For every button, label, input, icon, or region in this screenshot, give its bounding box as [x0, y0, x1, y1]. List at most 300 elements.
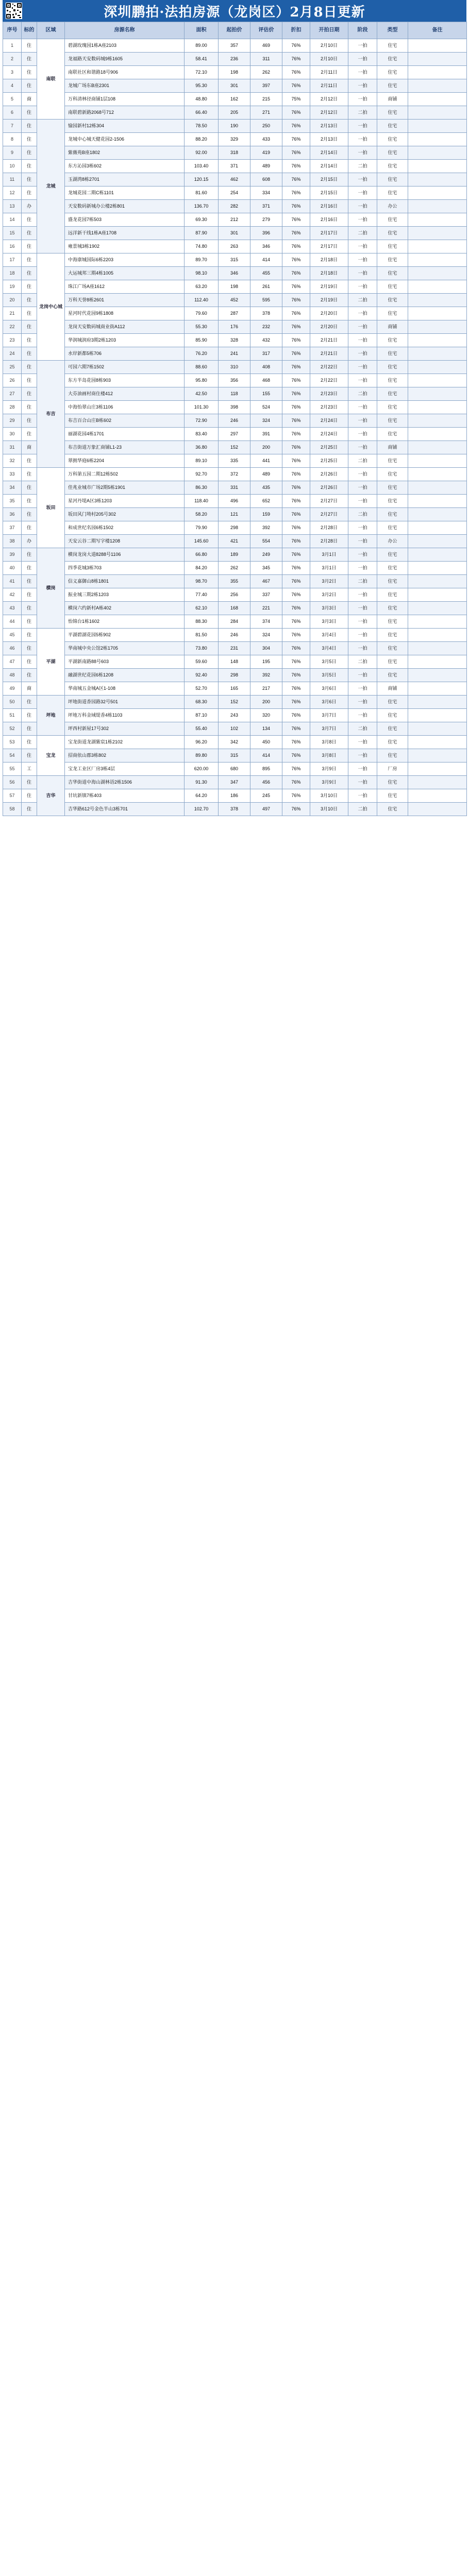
cell-name: 万科第五园二期12栋502 — [65, 468, 185, 481]
cell-area: 83.40 — [185, 428, 219, 441]
cell-stage: 一拍 — [348, 602, 377, 615]
cell-name: 平湖新南路88号603 — [65, 655, 185, 669]
cell-stage: 二拍 — [348, 655, 377, 669]
cell-type: 住宅 — [377, 213, 408, 227]
cell-tag: 办 — [22, 200, 37, 213]
cell-n: 14 — [3, 213, 22, 227]
cell-type: 厂房 — [377, 762, 408, 776]
cell-tag: 住 — [22, 120, 37, 133]
cell-date: 2月14日 — [310, 146, 348, 160]
cell-note — [408, 53, 467, 66]
cell-name: 华润城润府3期2栋1203 — [65, 334, 185, 347]
cell-stage: 一拍 — [348, 776, 377, 789]
cell-area: 68.30 — [185, 696, 219, 709]
cell-type: 住宅 — [377, 146, 408, 160]
column-header: 折扣 — [282, 22, 310, 39]
cell-tag: 住 — [22, 789, 37, 803]
cell-stage: 一拍 — [348, 642, 377, 655]
cell-type: 住宅 — [377, 187, 408, 200]
cell-disc: 76% — [282, 320, 310, 334]
cell-type: 住宅 — [377, 39, 408, 53]
cell-date: 2月25日 — [310, 441, 348, 454]
cell-date: 2月23日 — [310, 401, 348, 414]
qr-code-icon — [6, 3, 22, 19]
cell-note — [408, 454, 467, 468]
cell-n: 1 — [3, 39, 22, 53]
cell-disc: 76% — [282, 361, 310, 374]
cell-date: 2月13日 — [310, 120, 348, 133]
table-row[interactable] — [3, 401, 467, 414]
cell-eval: 595 — [250, 294, 282, 307]
cell-area: 72.90 — [185, 414, 219, 428]
cell-date: 3月5日 — [310, 655, 348, 669]
cell-note — [408, 414, 467, 428]
cell-stage: 一拍 — [348, 709, 377, 722]
cell-tag: 住 — [22, 736, 37, 749]
cell-date: 2月12日 — [310, 93, 348, 106]
cell-note — [408, 361, 467, 374]
cell-date: 2月28日 — [310, 521, 348, 535]
cell-type: 住宅 — [377, 655, 408, 669]
cell-stage: 一拍 — [348, 334, 377, 347]
cell-date: 3月9日 — [310, 762, 348, 776]
cell-stage: 一拍 — [348, 253, 377, 267]
cell-start: 356 — [219, 374, 250, 387]
table-row[interactable] — [3, 709, 467, 722]
cell-eval: 221 — [250, 602, 282, 615]
cell-eval: 497 — [250, 803, 282, 816]
cell-type: 住宅 — [377, 66, 408, 79]
table-row[interactable] — [3, 749, 467, 762]
table-row[interactable] — [3, 682, 467, 696]
cell-tag: 住 — [22, 749, 37, 762]
table-row[interactable] — [3, 575, 467, 588]
cell-tag: 住 — [22, 495, 37, 508]
cell-note — [408, 120, 467, 133]
cell-disc: 76% — [282, 602, 310, 615]
table-row[interactable] — [3, 629, 467, 642]
cell-tag: 住 — [22, 588, 37, 602]
cell-stage: 二拍 — [348, 508, 377, 521]
cell-stage: 二拍 — [348, 160, 377, 173]
cell-note — [408, 441, 467, 454]
cell-start: 452 — [219, 294, 250, 307]
cell-note — [408, 146, 467, 160]
table-row[interactable] — [3, 669, 467, 682]
cell-disc: 76% — [282, 294, 310, 307]
cell-disc: 76% — [282, 267, 310, 280]
cell-n: 43 — [3, 602, 22, 615]
cell-stage: 一拍 — [348, 481, 377, 495]
column-header: 评估价 — [250, 22, 282, 39]
cell-n: 55 — [3, 762, 22, 776]
table-row[interactable] — [3, 414, 467, 428]
cell-tag: 住 — [22, 401, 37, 414]
cell-name: 星河时代花园9栋1808 — [65, 307, 185, 320]
cell-tag: 住 — [22, 468, 37, 481]
cell-type: 住宅 — [377, 629, 408, 642]
cell-area: 86.30 — [185, 481, 219, 495]
cell-tag: 住 — [22, 334, 37, 347]
cell-eval: 279 — [250, 213, 282, 227]
table-row[interactable] — [3, 722, 467, 736]
cell-start: 287 — [219, 307, 250, 320]
table-row[interactable] — [3, 280, 467, 294]
cell-disc: 76% — [282, 213, 310, 227]
table-row[interactable] — [3, 347, 467, 361]
column-header: 开拍日期 — [310, 22, 348, 39]
cell-note — [408, 240, 467, 253]
cell-stage: 一拍 — [348, 696, 377, 709]
cell-n: 53 — [3, 736, 22, 749]
table-row[interactable] — [3, 374, 467, 387]
table-row[interactable] — [3, 173, 467, 187]
cell-date: 3月8日 — [310, 749, 348, 762]
table-row[interactable] — [3, 79, 467, 93]
table-row[interactable] — [3, 267, 467, 280]
cell-n: 20 — [3, 294, 22, 307]
cell-name: 珠江广场A座1612 — [65, 280, 185, 294]
cell-type: 住宅 — [377, 374, 408, 387]
cell-tag: 住 — [22, 548, 37, 562]
cell-stage: 一拍 — [348, 146, 377, 160]
cell-note — [408, 481, 467, 495]
cell-start: 421 — [219, 535, 250, 548]
cell-type: 办公 — [377, 535, 408, 548]
table-row[interactable] — [3, 187, 467, 200]
cell-stage: 一拍 — [348, 39, 377, 53]
cell-n: 28 — [3, 401, 22, 414]
cell-area: 145.60 — [185, 535, 219, 548]
cell-area: 63.20 — [185, 280, 219, 294]
cell-eval: 467 — [250, 575, 282, 588]
cell-disc: 76% — [282, 696, 310, 709]
cell-disc: 76% — [282, 227, 310, 240]
cell-disc: 76% — [282, 629, 310, 642]
table-row[interactable] — [3, 39, 467, 53]
district-cell: 南联 — [37, 39, 65, 120]
cell-tag: 商 — [22, 441, 37, 454]
table-row[interactable] — [3, 53, 467, 66]
cell-stage: 一拍 — [348, 762, 377, 776]
cell-area: 58.20 — [185, 508, 219, 521]
cell-disc: 76% — [282, 749, 310, 762]
table-row[interactable] — [3, 562, 467, 575]
cell-eval: 195 — [250, 655, 282, 669]
table-row[interactable] — [3, 307, 467, 320]
cell-start: 462 — [219, 173, 250, 187]
cell-date: 2月24日 — [310, 428, 348, 441]
cell-disc: 76% — [282, 347, 310, 361]
cell-disc: 76% — [282, 481, 310, 495]
cell-tag: 住 — [22, 696, 37, 709]
table-row[interactable] — [3, 789, 467, 803]
cell-note — [408, 347, 467, 361]
cell-disc: 76% — [282, 776, 310, 789]
column-header: 备注 — [408, 22, 467, 39]
table-row[interactable] — [3, 548, 467, 562]
cell-tag: 住 — [22, 173, 37, 187]
table-row[interactable] — [3, 441, 467, 454]
cell-name: 坪西村新屋17号302 — [65, 722, 185, 736]
table-row[interactable] — [3, 240, 467, 253]
cell-n: 32 — [3, 454, 22, 468]
cell-type: 住宅 — [377, 615, 408, 629]
table-row[interactable] — [3, 106, 467, 120]
cell-area: 79.60 — [185, 307, 219, 320]
cell-n: 17 — [3, 253, 22, 267]
table-row[interactable] — [3, 736, 467, 749]
cell-note — [408, 562, 467, 575]
district-cell: 横岗 — [37, 548, 65, 629]
cell-type: 住宅 — [377, 696, 408, 709]
table-row[interactable] — [3, 468, 467, 481]
cell-n: 25 — [3, 361, 22, 374]
cell-area: 112.40 — [185, 294, 219, 307]
cell-type: 住宅 — [377, 401, 408, 414]
cell-note — [408, 227, 467, 240]
cell-eval: 414 — [250, 253, 282, 267]
cell-name: 布吉街道万象汇商铺L1-23 — [65, 441, 185, 454]
cell-note — [408, 655, 467, 669]
cell-disc: 76% — [282, 468, 310, 481]
cell-type: 住宅 — [377, 749, 408, 762]
cell-date: 3月4日 — [310, 642, 348, 655]
cell-name: 四季花城3栋703 — [65, 562, 185, 575]
cell-start: 263 — [219, 240, 250, 253]
cell-date: 3月6日 — [310, 682, 348, 696]
cell-eval: 346 — [250, 240, 282, 253]
cell-name: 南联社区和谐路18号906 — [65, 66, 185, 79]
cell-eval: 489 — [250, 160, 282, 173]
cell-eval: 371 — [250, 200, 282, 213]
table-row[interactable] — [3, 213, 467, 227]
cell-n: 42 — [3, 588, 22, 602]
cell-name: 信义嘉御山8栋1801 — [65, 575, 185, 588]
cell-eval: 652 — [250, 495, 282, 508]
cell-start: 378 — [219, 803, 250, 816]
cell-type: 住宅 — [377, 642, 408, 655]
cell-tag: 办 — [22, 535, 37, 548]
cell-eval: 524 — [250, 401, 282, 414]
cell-start: 346 — [219, 267, 250, 280]
cell-area: 118.40 — [185, 495, 219, 508]
cell-stage: 一拍 — [348, 79, 377, 93]
cell-stage: 一拍 — [348, 53, 377, 66]
table-row[interactable] — [3, 602, 467, 615]
cell-disc: 76% — [282, 548, 310, 562]
cell-name: 怡锦台1栋1602 — [65, 615, 185, 629]
cell-tag: 住 — [22, 146, 37, 160]
table-row[interactable] — [3, 481, 467, 495]
cell-name: 宝龙街道龙湖紫宸1栋2102 — [65, 736, 185, 749]
cell-disc: 76% — [282, 374, 310, 387]
cell-stage: 一拍 — [348, 280, 377, 294]
cell-n: 4 — [3, 79, 22, 93]
cell-area: 101.30 — [185, 401, 219, 414]
cell-area: 84.20 — [185, 562, 219, 575]
column-header: 区域 — [37, 22, 65, 39]
cell-tag: 住 — [22, 414, 37, 428]
cell-start: 190 — [219, 120, 250, 133]
cell-name: 龙城花园二期C栋1101 — [65, 187, 185, 200]
cell-date: 2月20日 — [310, 320, 348, 334]
table-row[interactable] — [3, 428, 467, 441]
cell-stage: 一拍 — [348, 401, 377, 414]
cell-disc: 76% — [282, 79, 310, 93]
table-row[interactable] — [3, 642, 467, 655]
cell-stage: 一拍 — [348, 347, 377, 361]
cell-eval: 232 — [250, 320, 282, 334]
cell-date: 2月10日 — [310, 53, 348, 66]
cell-tag: 住 — [22, 655, 37, 669]
cell-disc: 76% — [282, 441, 310, 454]
cell-tag: 工 — [22, 762, 37, 776]
table-row[interactable] — [3, 495, 467, 508]
cell-n: 11 — [3, 173, 22, 187]
cell-n: 52 — [3, 722, 22, 736]
cell-name: 东方半岛花园8栋903 — [65, 374, 185, 387]
column-header: 阶段 — [348, 22, 377, 39]
cell-type: 住宅 — [377, 387, 408, 401]
cell-name: 华南城中央公馆2栋1705 — [65, 642, 185, 655]
cell-name: 碧湖玫瑰园1栋A座2103 — [65, 39, 185, 53]
cell-disc: 76% — [282, 562, 310, 575]
cell-area: 103.40 — [185, 160, 219, 173]
cell-n: 22 — [3, 320, 22, 334]
cell-name: 万科天誉8栋2601 — [65, 294, 185, 307]
cell-disc: 76% — [282, 401, 310, 414]
cell-type: 住宅 — [377, 280, 408, 294]
table-row[interactable] — [3, 93, 467, 106]
cell-area: 59.60 — [185, 655, 219, 669]
cell-eval: 450 — [250, 736, 282, 749]
table-row[interactable] — [3, 508, 467, 521]
table-row[interactable] — [3, 133, 467, 146]
cell-name: 和成世纪名园6栋1502 — [65, 521, 185, 535]
table-row[interactable] — [3, 334, 467, 347]
cell-name: 龙福路天安数码城9栋1605 — [65, 53, 185, 66]
table-row[interactable] — [3, 320, 467, 334]
cell-eval: 334 — [250, 187, 282, 200]
cell-note — [408, 133, 467, 146]
cell-area: 72.10 — [185, 66, 219, 79]
cell-n: 58 — [3, 803, 22, 816]
cell-type: 商铺 — [377, 682, 408, 696]
cell-start: 205 — [219, 106, 250, 120]
cell-type: 住宅 — [377, 454, 408, 468]
table-row[interactable] — [3, 655, 467, 669]
cell-date: 2月20日 — [310, 307, 348, 320]
table-row[interactable] — [3, 227, 467, 240]
table-row[interactable] — [3, 387, 467, 401]
column-header: 标的 — [22, 22, 37, 39]
cell-stage: 一拍 — [348, 749, 377, 762]
cell-start: 298 — [219, 669, 250, 682]
table-row[interactable] — [3, 588, 467, 602]
table-row[interactable] — [3, 803, 467, 816]
table-row[interactable] — [3, 454, 467, 468]
cell-stage: 一拍 — [348, 66, 377, 79]
cell-n: 33 — [3, 468, 22, 481]
cell-n: 40 — [3, 562, 22, 575]
table-row[interactable] — [3, 146, 467, 160]
table-row[interactable] — [3, 160, 467, 173]
cell-area: 96.20 — [185, 736, 219, 749]
cell-start: 254 — [219, 187, 250, 200]
cell-type: 住宅 — [377, 602, 408, 615]
cell-note — [408, 789, 467, 803]
cell-disc: 76% — [282, 253, 310, 267]
cell-area: 92.00 — [185, 146, 219, 160]
cell-date: 2月17日 — [310, 240, 348, 253]
cell-n: 44 — [3, 615, 22, 629]
cell-stage: 一拍 — [348, 133, 377, 146]
cell-area: 48.80 — [185, 93, 219, 106]
table-row[interactable] — [3, 762, 467, 776]
cell-note — [408, 200, 467, 213]
cell-name: 南联碧新路2068号712 — [65, 106, 185, 120]
table-row[interactable] — [3, 361, 467, 374]
cell-tag: 住 — [22, 615, 37, 629]
table-row[interactable] — [3, 696, 467, 709]
cell-start: 342 — [219, 736, 250, 749]
cell-type: 住宅 — [377, 508, 408, 521]
table-row[interactable] — [3, 294, 467, 307]
cell-stage: 一拍 — [348, 562, 377, 575]
cell-area: 92.40 — [185, 669, 219, 682]
cell-name: 横岗六约新村A栋402 — [65, 602, 185, 615]
cell-tag: 住 — [22, 267, 37, 280]
cell-disc: 76% — [282, 803, 310, 816]
cell-type: 住宅 — [377, 803, 408, 816]
cell-tag: 住 — [22, 602, 37, 615]
cell-start: 357 — [219, 39, 250, 53]
cell-date: 2月27日 — [310, 495, 348, 508]
table-row[interactable] — [3, 535, 467, 548]
cell-start: 152 — [219, 441, 250, 454]
column-header: 类型 — [377, 22, 408, 39]
table-row[interactable] — [3, 521, 467, 535]
district-cell: 布吉 — [37, 361, 65, 468]
cell-n: 48 — [3, 669, 22, 682]
table-row[interactable] — [3, 120, 467, 133]
cell-disc: 76% — [282, 146, 310, 160]
cell-disc: 75% — [282, 93, 310, 106]
cell-stage: 二拍 — [348, 294, 377, 307]
cell-eval: 320 — [250, 709, 282, 722]
table-row[interactable] — [3, 776, 467, 789]
cell-eval: 456 — [250, 776, 282, 789]
cell-note — [408, 280, 467, 294]
cell-stage: 一拍 — [348, 213, 377, 227]
cell-stage: 一拍 — [348, 669, 377, 682]
table-row[interactable] — [3, 66, 467, 79]
table-row[interactable] — [3, 253, 467, 267]
table-row[interactable] — [3, 615, 467, 629]
cell-name: 丽湖花园4栋1701 — [65, 428, 185, 441]
cell-disc: 76% — [282, 508, 310, 521]
cell-area: 89.70 — [185, 253, 219, 267]
cell-stage: 一拍 — [348, 173, 377, 187]
cell-disc: 76% — [282, 495, 310, 508]
cell-note — [408, 93, 467, 106]
cell-date: 3月4日 — [310, 629, 348, 642]
cell-name: 融湖世纪花园6栋1208 — [65, 669, 185, 682]
cell-disc: 76% — [282, 709, 310, 722]
cell-date: 2月25日 — [310, 454, 348, 468]
table-row[interactable] — [3, 200, 467, 213]
